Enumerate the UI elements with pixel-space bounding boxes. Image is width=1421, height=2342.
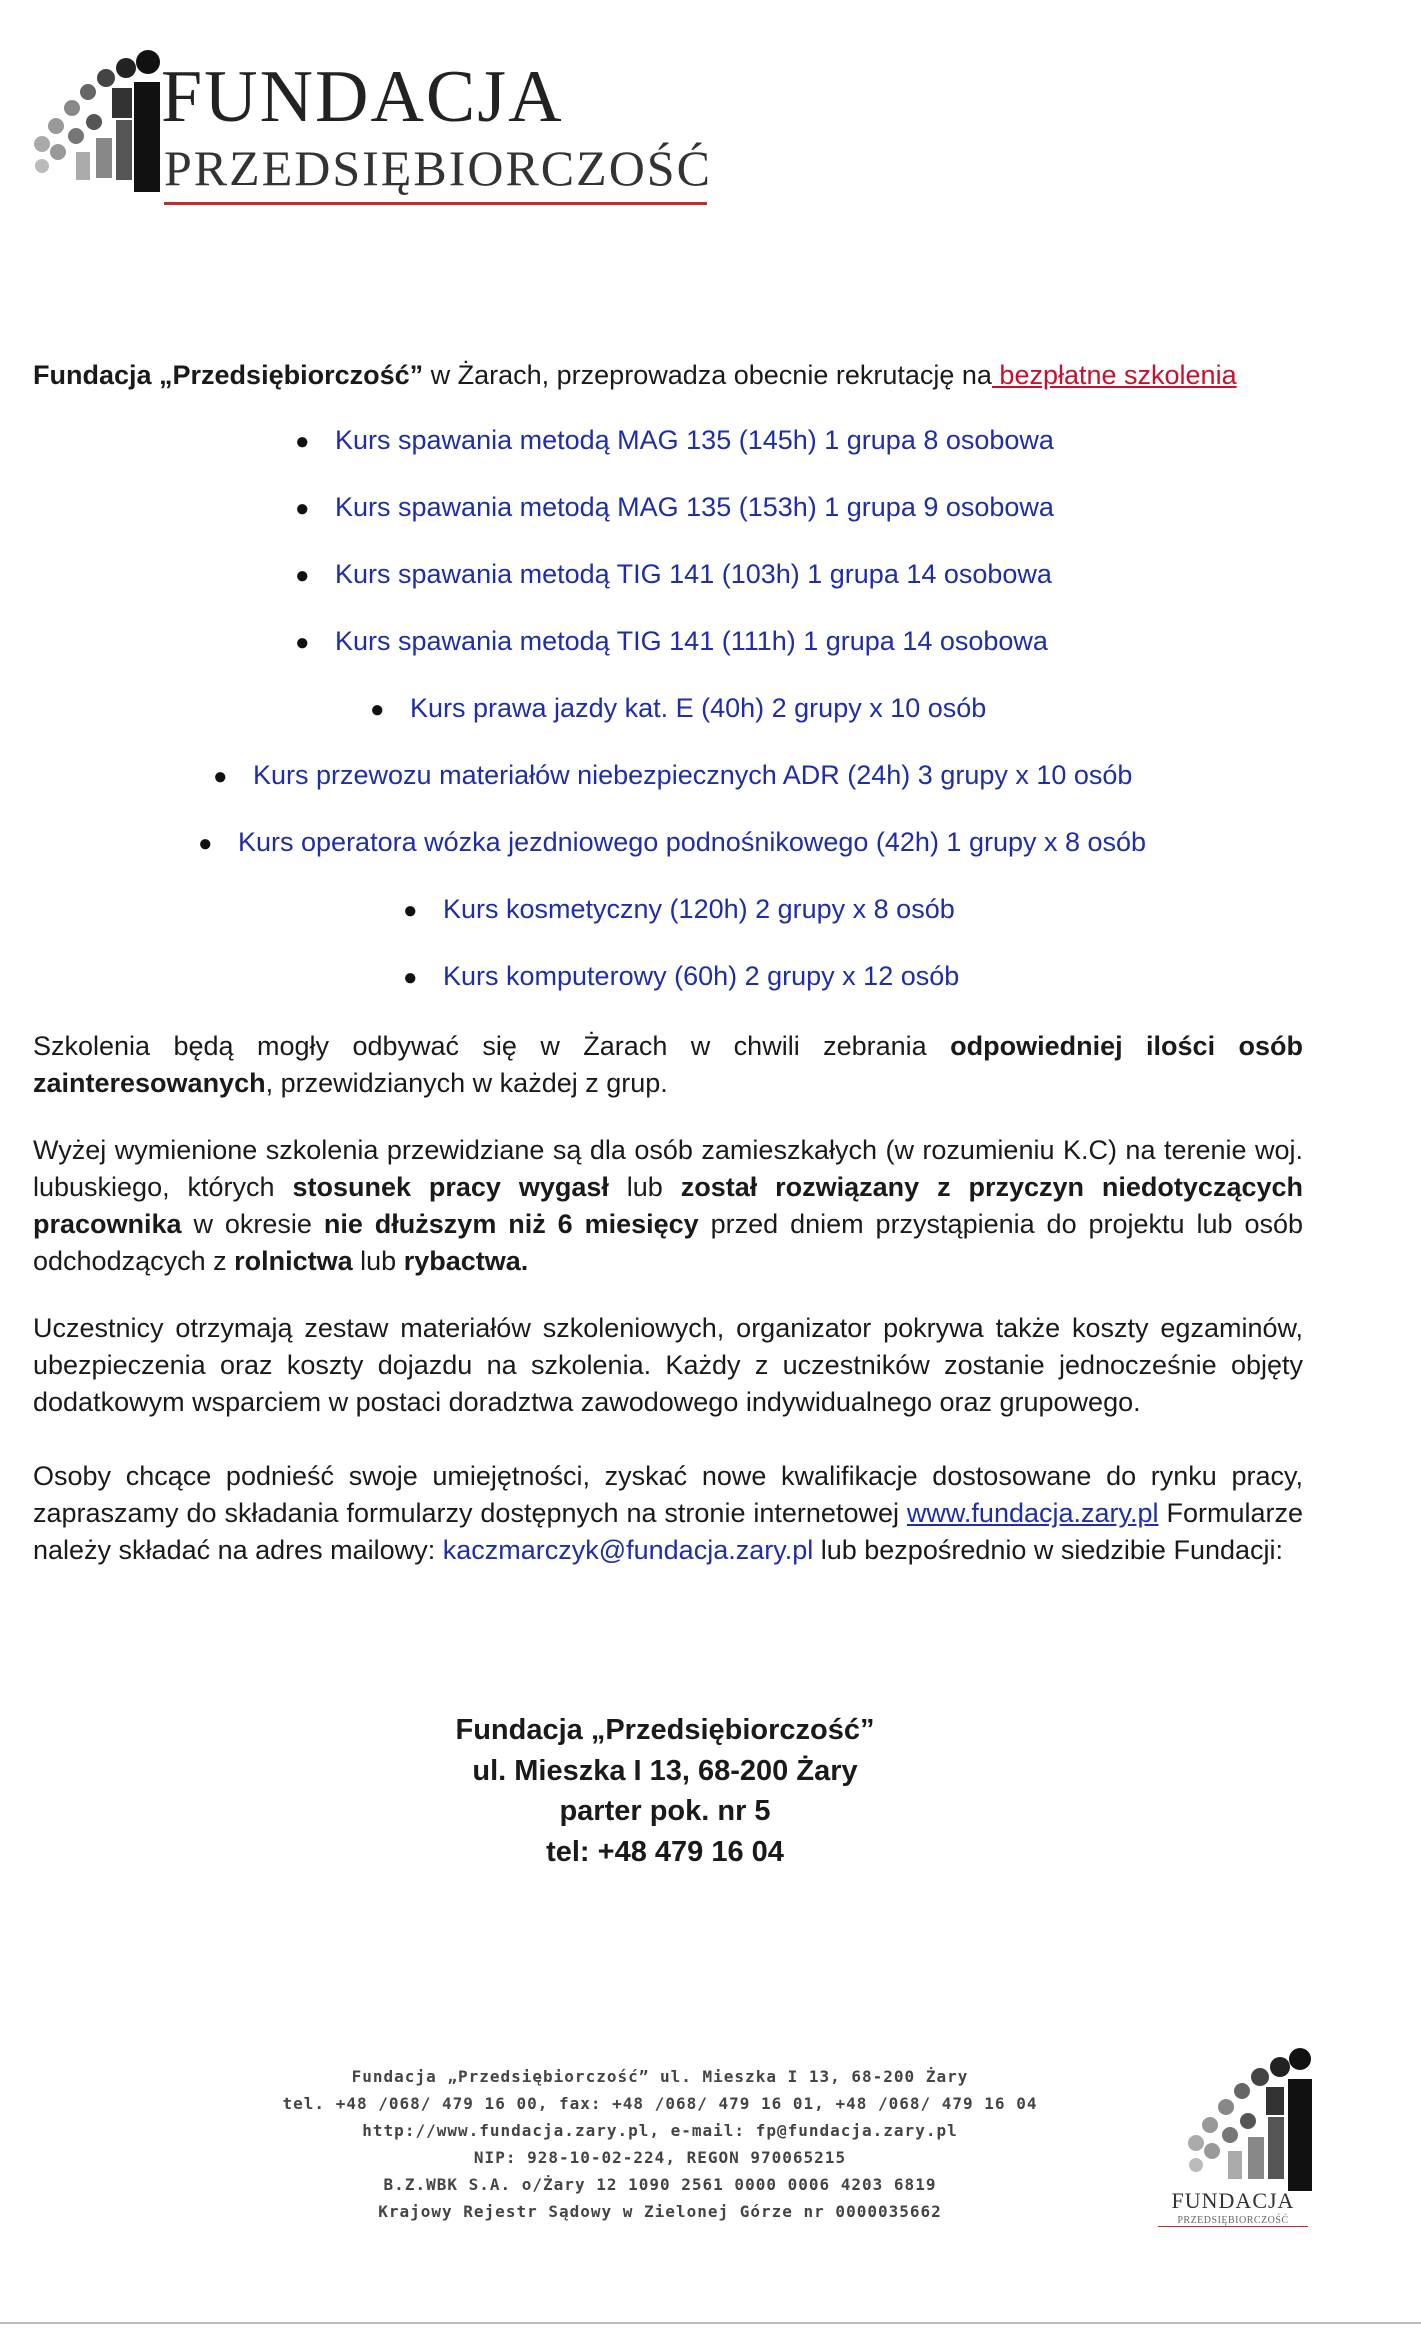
course-label: Kurs spawania metodą MAG 135 (145h) 1 grupa 8 osobowa [335,425,1054,455]
course-item [213,759,1132,792]
bullet-icon: ● [295,629,310,656]
course-item [295,625,1048,658]
paragraph-bold: odpowiedniej ilości osób zainteresowanych [33,1031,1303,1098]
course-item [403,960,959,993]
logo-tagline: PRZEDSIĘBIORCZOŚĆ [164,140,712,196]
paragraph-bold: został rozwiązany z przyczyn niedotyczących pracownika [33,1171,1304,1239]
paragraph-text: lub bezpośrednio w siedzibie Fundacji: [813,1534,1284,1565]
course-label: Kurs prawa jazdy kat. E (40h) 2 grupy x 10 osób [410,693,987,723]
footer-logo-name: FUNDACJA [1171,2188,1295,2213]
course-item [198,826,1146,859]
bullet-icon: ● [198,830,213,857]
people-dots-logo-icon [28,48,168,198]
paragraph-text: Osoby chcące podnieść swoje umiejętności, zyskać nowe kwalifikacje dostosowane do rynku pracy, zapraszamy do składania formularzy dostępnych na stronie internetowej [33,1461,1303,1528]
course-item [295,491,1054,524]
course-item [370,692,986,725]
course-item [295,558,1052,591]
course-label: Kurs komputerowy (60h) 2 grupy x 12 osób [443,961,960,991]
bullet-icon: ● [295,495,310,522]
intro-text: w Żarach, przeprowadza obecnie rekrutację na [423,360,992,390]
paragraph-text: w okresie [181,1208,324,1239]
paragraph-bold: rolnictwa [234,1245,353,1276]
paragraph-benefits: Uczestnicy otrzymają zestaw materiałów szkoleniowych, organizator pokrywa także koszty egzaminów, ubezpieczenia oraz koszty dojazdu na szkolenia. Każdy z uczestników zostanie jednocześnie objęty dodatkowym wsparciem w postaci doradztwa zawodowego indywidualnego oraz grupowego. [33,1313,1303,1417]
bullet-icon: ● [403,897,418,924]
paragraph-text: lub [352,1245,404,1276]
free-trainings-text: bezpłatne szkolenia [991,360,1237,390]
paragraph-bold: rybactwa. [403,1245,529,1276]
address-room: parter pok. nr 5 [559,1795,771,1828]
logo-underline [164,202,707,205]
paragraph-application [33,1458,1303,1569]
website-link[interactable]: www.fundacja.zary.pl [906,1497,1159,1528]
paragraph-text: lub [608,1171,681,1202]
bullet-icon: ● [295,428,310,455]
paragraph-text: , przewidzianych w każdej z grup. [265,1067,668,1098]
paragraph-text: Formularze należy składać na adres mailowy: [33,1497,1303,1565]
paragraph-text: Wyżej wymienione szkolenia przewidziane są dla osób zamieszkałych (w rozumieniu K.C) na terenie woj. lubuskiego, których [33,1135,1303,1202]
course-label: Kurs spawania metodą TIG 141 (111h) 1 grupa 14 osobowa [335,626,1048,656]
email-link[interactable]: kaczmarczyk@fundacja.zary.pl [442,1534,814,1565]
course-label: Kurs operatora wózka jezdniowego podnośnikowego (42h) 1 grupy x 8 osób [238,827,1147,857]
paragraph-bold: nie dłuższym niż 6 miesięcy [323,1208,699,1239]
footer-line: Fundacja „Przedsiębiorczość” ul. Mieszka I 13, 68-200 Żary [351,2067,969,2086]
address-phone: tel: +48 479 16 04 [546,1835,784,1868]
bullet-icon: ● [213,763,228,790]
foundation-logo [28,48,748,198]
footer-logo-tagline: PRZEDSIĘBIORCZOŚĆ [1158,2215,1308,2227]
footer-line: tel. +48 /068/ 479 16 00, fax: +48 /068/ 479 16 01, +48 /068/ 479 16 04 [282,2094,1038,2113]
paragraph-location [33,1028,1303,1102]
course-label: Kurs spawania metodą TIG 141 (103h) 1 grupa 14 osobowa [335,559,1052,589]
footer-line: Krajowy Rejestr Sądowy w Zielonej Górze nr 0000035662 [378,2202,942,2221]
footer-info [230,2063,1090,2225]
intro-sentence [33,358,1393,393]
address-street: ul. Mieszka I 13, 68-200 Żary [472,1754,858,1787]
paragraph-eligibility [33,1132,1303,1280]
address-block [335,1710,995,1872]
paragraph-text: Szkolenia będą mogły odbywać się w Żarach w chwili zebrania [33,1031,951,1061]
footer-line: NIP: 928-10-02-224, REGON 970065215 [473,2148,847,2167]
course-label: Kurs przewozu materiałów niebezpiecznych ADR (24h) 3 grupy x 10 osób [253,760,1133,790]
address-org: Fundacja „Przedsiębiorczość” [455,1714,875,1746]
logo-name: FUNDACJA [161,56,564,138]
bullet-icon: ● [370,696,385,723]
paragraph-bold: stosunek pracy wygasł [292,1171,609,1202]
foundation-name: Fundacja „Przedsiębiorczość” [33,360,424,390]
paragraph-text: przed dniem przystąpienia do projektu lub osób odchodzących z [33,1208,1303,1276]
bottom-border [0,2322,1421,2324]
course-item [295,424,1054,457]
course-label: Kurs spawania metodą MAG 135 (153h) 1 grupa 9 osobowa [335,492,1054,522]
bullet-icon: ● [403,964,418,991]
bullet-icon: ● [295,562,310,589]
footer-line: B.Z.WBK S.A. o/Żary 12 1090 2561 0000 0006 4203 6819 [383,2175,937,2194]
course-item [403,893,955,926]
course-label: Kurs kosmetyczny (120h) 2 grupy x 8 osób [443,894,955,924]
footer-line: http://www.fundacja.zary.pl, e-mail: fp@fundacja.zary.pl [362,2121,958,2140]
